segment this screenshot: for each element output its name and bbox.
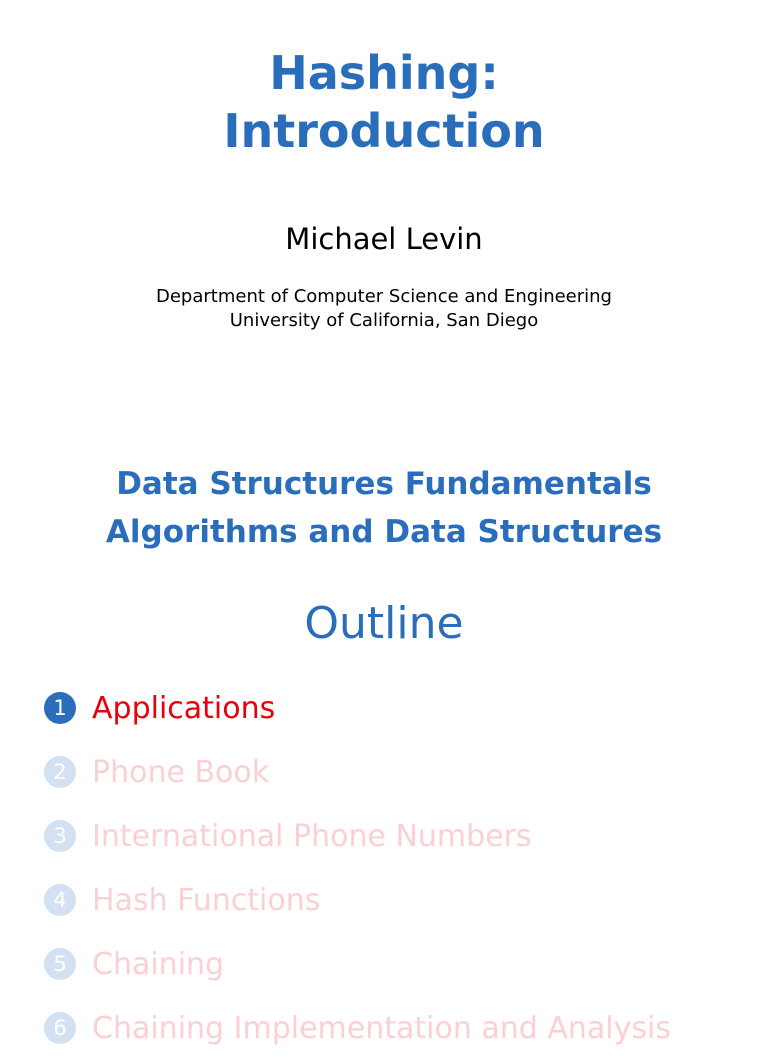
outline-item-label: Phone Book [92, 754, 270, 790]
outline-list [44, 676, 671, 1060]
course-name-1: Data Structures Fundamentals [116, 466, 652, 502]
outline-number-badge: 4 [44, 884, 76, 916]
outline-item-label: Chaining [92, 946, 225, 982]
outline-item-international-phone-numbers[interactable] [44, 804, 671, 868]
slide-title-line-2: Introduction [223, 104, 545, 158]
slide-title-line-1: Hashing: [269, 46, 499, 100]
affiliation-university: University of California, San Diego [229, 310, 539, 331]
outline-number-badge: 1 [44, 692, 76, 724]
outline-item-label: Hash Functions [92, 882, 321, 918]
course-name-2: Algorithms and Data Structures [105, 514, 663, 550]
course-names [0, 460, 768, 556]
affiliation-department: Department of Computer Science and Engineering [155, 286, 612, 307]
outline-item-label: Applications [92, 690, 276, 726]
outline-number-badge: 3 [44, 820, 76, 852]
outline-heading: Outline [304, 598, 464, 649]
outline-number-badge: 5 [44, 948, 76, 980]
outline-item-phone-book[interactable] [44, 740, 671, 804]
outline-item-applications[interactable] [44, 676, 671, 740]
slide-title [0, 44, 768, 160]
outline-number-badge: 2 [44, 756, 76, 788]
outline-item-label: Chaining Implementation and Analysis [92, 1010, 671, 1046]
outline-item-chaining-implementation[interactable] [44, 996, 671, 1060]
outline-item-hash-functions[interactable] [44, 868, 671, 932]
outline-number-badge: 6 [44, 1012, 76, 1044]
outline-item-label: International Phone Numbers [92, 818, 532, 854]
affiliation [0, 285, 768, 333]
outline-item-chaining[interactable] [44, 932, 671, 996]
author-name: Michael Levin [285, 222, 483, 256]
